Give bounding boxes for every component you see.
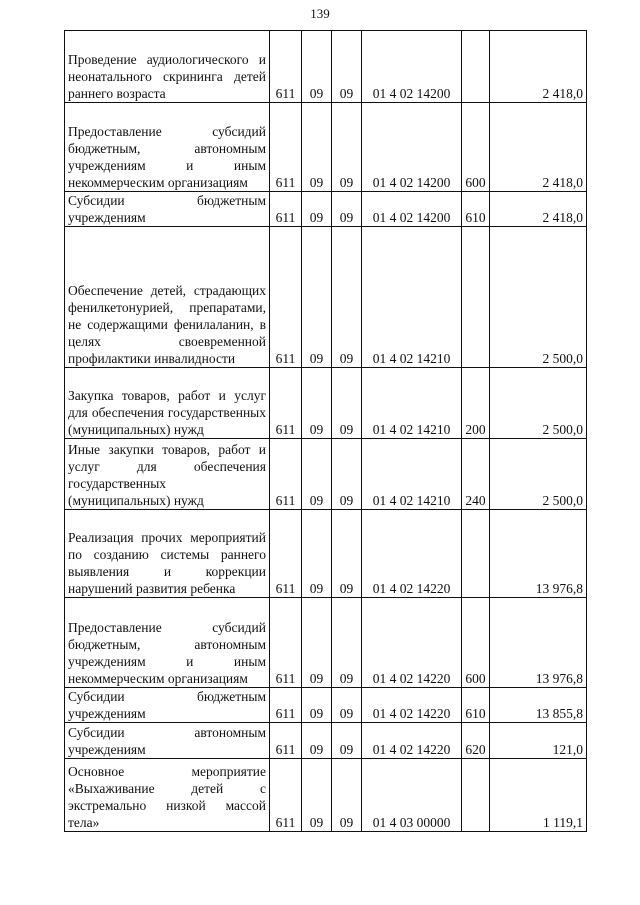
amount-cell: 2 418,0 [490,103,587,192]
subsection-code-cell: 09 [332,688,362,723]
budget-table [64,30,587,832]
section-code-cell: 09 [302,510,332,598]
subsection-code-cell: 09 [332,759,362,832]
expense-type-cell: 240 [462,439,490,510]
row-name-cell: Основное мероприятие «Выхаживание детей с экстремально низкой массой тела» [65,759,270,832]
ministry-code-cell: 611 [270,688,302,723]
table-row [65,723,587,759]
table-row [65,368,587,439]
row-name-cell: Предоставление субсидий бюджетным, автономным учреждениям и иным некоммерческим организациям [65,598,270,688]
expense-type-cell: 600 [462,598,490,688]
table-row [65,439,587,510]
page-number: 139 [310,6,330,21]
expense-type-cell: 600 [462,103,490,192]
target-article-cell: 01 4 02 14210 [362,439,462,510]
expense-type-cell [462,31,490,103]
target-article-cell: 01 4 02 14200 [362,103,462,192]
table-row [65,31,587,103]
row-name-cell: Реализация прочих мероприятий по созданию системы раннего выявления и коррекции нарушений развития ребенка [65,510,270,598]
expense-type-cell: 620 [462,723,490,759]
section-code-cell: 09 [302,368,332,439]
target-article-cell: 01 4 02 14200 [362,192,462,227]
target-article-cell: 01 4 02 14210 [362,368,462,439]
ministry-code-cell: 611 [270,723,302,759]
section-code-cell: 09 [302,192,332,227]
row-name-cell: Иные закупки товаров, работ и услуг для обеспечения государственных (муниципальных) нужд [65,439,270,510]
ministry-code-cell: 611 [270,368,302,439]
expense-type-cell [462,759,490,832]
amount-cell: 2 418,0 [490,192,587,227]
section-code-cell: 09 [302,723,332,759]
ministry-code-cell: 611 [270,192,302,227]
ministry-code-cell: 611 [270,227,302,368]
amount-cell: 2 418,0 [490,31,587,103]
row-name-cell: Закупка товаров, работ и услуг для обеспечения государственных (муниципальных) нужд [65,368,270,439]
ministry-code-cell: 611 [270,103,302,192]
amount-cell: 121,0 [490,723,587,759]
expense-type-cell: 200 [462,368,490,439]
section-code-cell: 09 [302,439,332,510]
expense-type-cell [462,227,490,368]
table-row [65,103,587,192]
ministry-code-cell: 611 [270,510,302,598]
amount-cell: 13 976,8 [490,510,587,598]
ministry-code-cell: 611 [270,759,302,832]
section-code-cell: 09 [302,759,332,832]
section-code-cell: 09 [302,598,332,688]
target-article-cell: 01 4 02 14220 [362,723,462,759]
table-row [65,688,587,723]
table-row [65,510,587,598]
section-code-cell: 09 [302,31,332,103]
expense-type-cell [462,510,490,598]
row-name-cell: Проведение аудиологического и неонатального скрининга детей раннего возраста [65,31,270,103]
expense-type-cell: 610 [462,688,490,723]
amount-cell: 1 119,1 [490,759,587,832]
row-name-cell: Обеспечение детей, страдающих фенилкетонурией, препаратами, не содержащими фенилаланин, в целях своевременной профилактики инвалидности [65,227,270,368]
row-name-cell: Субсидии бюджетным учреждениям [65,688,270,723]
row-name-cell: Субсидии автономным учреждениям [65,723,270,759]
subsection-code-cell: 09 [332,439,362,510]
subsection-code-cell: 09 [332,368,362,439]
subsection-code-cell: 09 [332,103,362,192]
section-code-cell: 09 [302,227,332,368]
row-name-cell: Субсидии бюджетным учреждениям [65,192,270,227]
subsection-code-cell: 09 [332,723,362,759]
amount-cell: 2 500,0 [490,439,587,510]
section-code-cell: 09 [302,688,332,723]
amount-cell: 2 500,0 [490,227,587,368]
amount-cell: 2 500,0 [490,368,587,439]
ministry-code-cell: 611 [270,439,302,510]
section-code-cell: 09 [302,103,332,192]
ministry-code-cell: 611 [270,598,302,688]
target-article-cell: 01 4 03 00000 [362,759,462,832]
expense-type-cell: 610 [462,192,490,227]
target-article-cell: 01 4 02 14200 [362,31,462,103]
subsection-code-cell: 09 [332,192,362,227]
target-article-cell: 01 4 02 14220 [362,688,462,723]
target-article-cell: 01 4 02 14220 [362,598,462,688]
row-name-cell: Предоставление субсидий бюджетным, автономным учреждениям и иным некоммерческим организациям [65,103,270,192]
subsection-code-cell: 09 [332,598,362,688]
subsection-code-cell: 09 [332,227,362,368]
amount-cell: 13 976,8 [490,598,587,688]
table-row [65,192,587,227]
target-article-cell: 01 4 02 14220 [362,510,462,598]
table-row [65,598,587,688]
subsection-code-cell: 09 [332,31,362,103]
subsection-code-cell: 09 [332,510,362,598]
ministry-code-cell: 611 [270,31,302,103]
amount-cell: 13 855,8 [490,688,587,723]
table-row [65,227,587,368]
target-article-cell: 01 4 02 14210 [362,227,462,368]
table-row [65,759,587,832]
